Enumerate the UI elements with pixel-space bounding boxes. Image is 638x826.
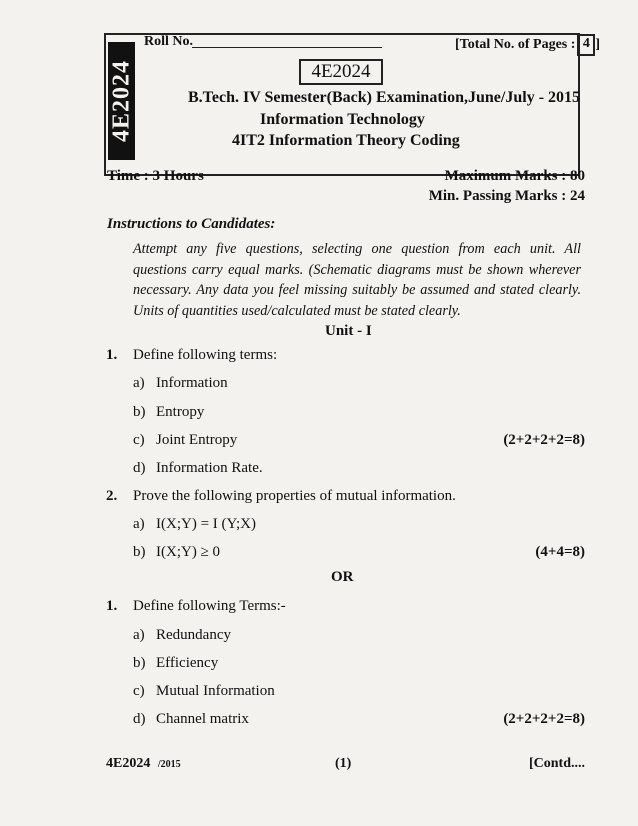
item-text: Joint Entropy <box>156 432 238 448</box>
item-label: a) <box>133 516 145 532</box>
page-number: (1) <box>335 756 352 771</box>
item-text: I(X;Y) ≥ 0 <box>156 544 221 560</box>
question-number: 1. <box>106 598 118 614</box>
branch-name: Information Technology <box>260 111 425 128</box>
side-paper-code-text: 4E2024 <box>108 59 134 143</box>
total-pages-label: [Total No. of Pages : <box>455 37 576 53</box>
item-text: Information <box>156 375 228 391</box>
total-pages <box>455 34 600 56</box>
paper-code-box <box>299 59 383 85</box>
item-text: Channel matrix <box>156 711 249 727</box>
item-label: b) <box>133 404 146 420</box>
item-label: d) <box>133 460 146 476</box>
instructions-body: Attempt any five questions, selecting one question from each unit. All questions carry equal marks. (Schematic diagrams must be shown wherever necessary. Any data you feel missing suitably be assumed and stated clearly. Units of quantities used/calculated must be stated clearly. <box>133 241 581 319</box>
unit-title: Unit - I <box>325 323 372 339</box>
footer-year: /2015 <box>157 759 181 770</box>
item-label: c) <box>133 432 145 448</box>
item-label: b) <box>133 655 146 671</box>
item-label: a) <box>133 375 145 391</box>
item-label: c) <box>133 683 145 699</box>
item-text: Information Rate. <box>156 460 263 476</box>
total-pages-value: 4 <box>577 34 595 56</box>
subject-name: 4IT2 Information Theory Coding <box>232 132 460 149</box>
footer-code <box>106 756 181 772</box>
item-label: b) <box>133 544 146 560</box>
time-label: Time : 3 Hours <box>107 168 204 184</box>
paper-code: 4E2024 <box>311 61 371 82</box>
item-label: a) <box>133 627 145 643</box>
total-pages-close: ] <box>595 37 601 53</box>
question-text: Prove the following properties of mutual information. <box>133 488 456 504</box>
item-text: I(X;Y) = I (Y;X) <box>156 516 256 532</box>
roll-no-label: Roll No. <box>144 34 193 49</box>
item-label: d) <box>133 711 146 727</box>
marks: (4+4=8) <box>535 544 585 560</box>
question-number: 2. <box>106 488 118 504</box>
item-text: Entropy <box>156 404 205 420</box>
exam-title: B.Tech. IV Semester(Back) Examination,June/July - 2015 <box>188 89 581 106</box>
question-text: Define following terms: <box>133 347 278 363</box>
question-number: 1. <box>106 347 118 363</box>
or-separator: OR <box>331 569 354 585</box>
marks: (2+2+2+2=8) <box>503 711 585 727</box>
side-paper-code <box>108 42 135 160</box>
item-text: Mutual Information <box>156 683 275 699</box>
roll-no-field[interactable] <box>192 47 382 48</box>
marks: (2+2+2+2=8) <box>503 432 585 448</box>
min-passing-marks: Min. Passing Marks : 24 <box>428 188 585 204</box>
instructions-heading: Instructions to Candidates: <box>107 216 276 232</box>
continued-label: [Contd.... <box>528 756 585 771</box>
item-text: Efficiency <box>156 655 219 671</box>
footer-code-text: 4E2024 <box>106 756 151 771</box>
max-marks: Maximum Marks : 80 <box>444 168 585 184</box>
item-text: Redundancy <box>156 627 231 643</box>
question-text: Define following Terms:- <box>133 598 286 614</box>
